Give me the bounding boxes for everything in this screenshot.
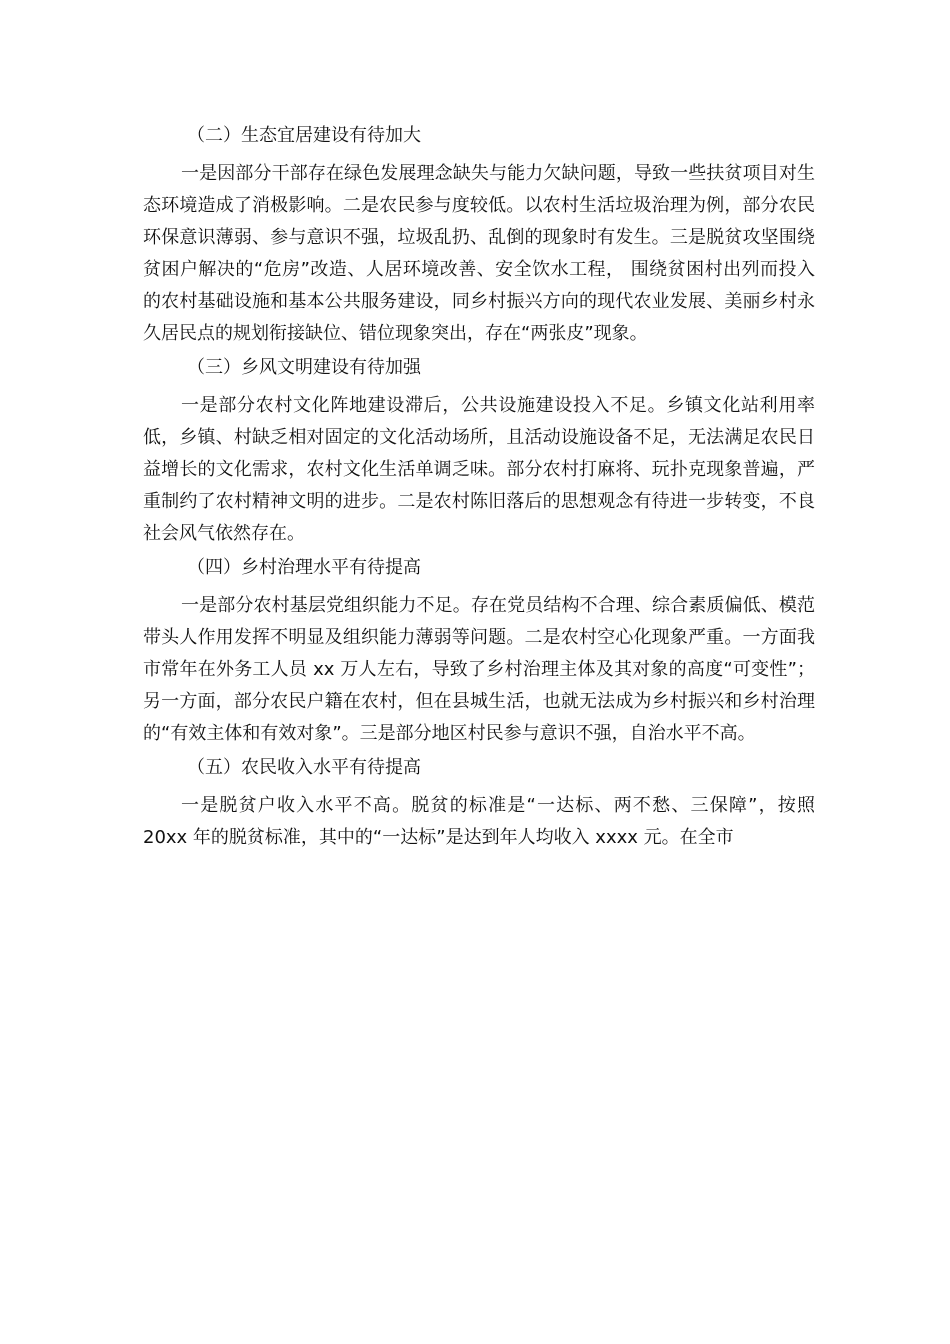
section-heading-3: （三）乡风文明建设有待加强 bbox=[187, 357, 421, 378]
section-paragraph-4: 一是部分农村基层党组织能力不足。存在党员结构不合理、综合素质偏低、模范带头人作用发挥不明显及组织能力薄弱等问题。二是农村空心化现象严重。一方面我市常年在外务工人员 xx 万人左右，导致了乡村治理主体及其对象的高度“可变性”；另一方面，部分农民户籍在农村，但在县城生活，也就无法成为乡村振兴和乡村治理的“有效主体和有效对象”。三是部分地区村民参与意识不强，自治水平不高。 bbox=[143, 595, 815, 744]
document-page bbox=[143, 120, 815, 856]
section-paragraph-3: 一是部分农村文化阵地建设滞后，公共设施建设投入不足。乡镇文化站利用率低，乡镇、村缺乏相对固定的文化活动场所，且活动设施设备不足，无法满足农民日益增长的文化需求，农村文化生活单调乏味。部分农村打麻将、玩扑克现象普遍，严重制约了农村精神文明的进步。二是农村陈旧落后的思想观念有待进一步转变，不良社会风气依然存在。 bbox=[143, 395, 815, 544]
section-heading-2: （二）生态宜居建设有待加大 bbox=[187, 125, 421, 146]
section-paragraph-5: 一是脱贫户收入水平不高。脱贫的标准是“一达标、两不愁、三保障”，按照 20xx 年的脱贫标准，其中的“一达标”是达到年人均收入 xxxx 元。在全市 bbox=[143, 795, 815, 848]
section-heading-5: （五）农民收入水平有待提高 bbox=[187, 757, 421, 778]
section-heading-4: （四）乡村治理水平有待提高 bbox=[187, 557, 421, 578]
section-paragraph-2: 一是因部分干部存在绿色发展理念缺失与能力欠缺问题，导致一些扶贫项目对生态环境造成了消极影响。二是农民参与度较低。以农村生活垃圾治理为例，部分农民环保意识薄弱、参与意识不强，垃圾乱扔、乱倒的现象时有发生。三是脱贫攻坚围绕贫困户解决的“危房”改造、人居环境改善、安全饮水工程， 围绕贫困村出列而投入的农村基础设施和基本公共服务建设，同乡村振兴方向的现代农业发展、美丽乡村永久居民点的规划衔接缺位、错位现象突出，存在“两张皮”现象。 bbox=[143, 163, 815, 344]
